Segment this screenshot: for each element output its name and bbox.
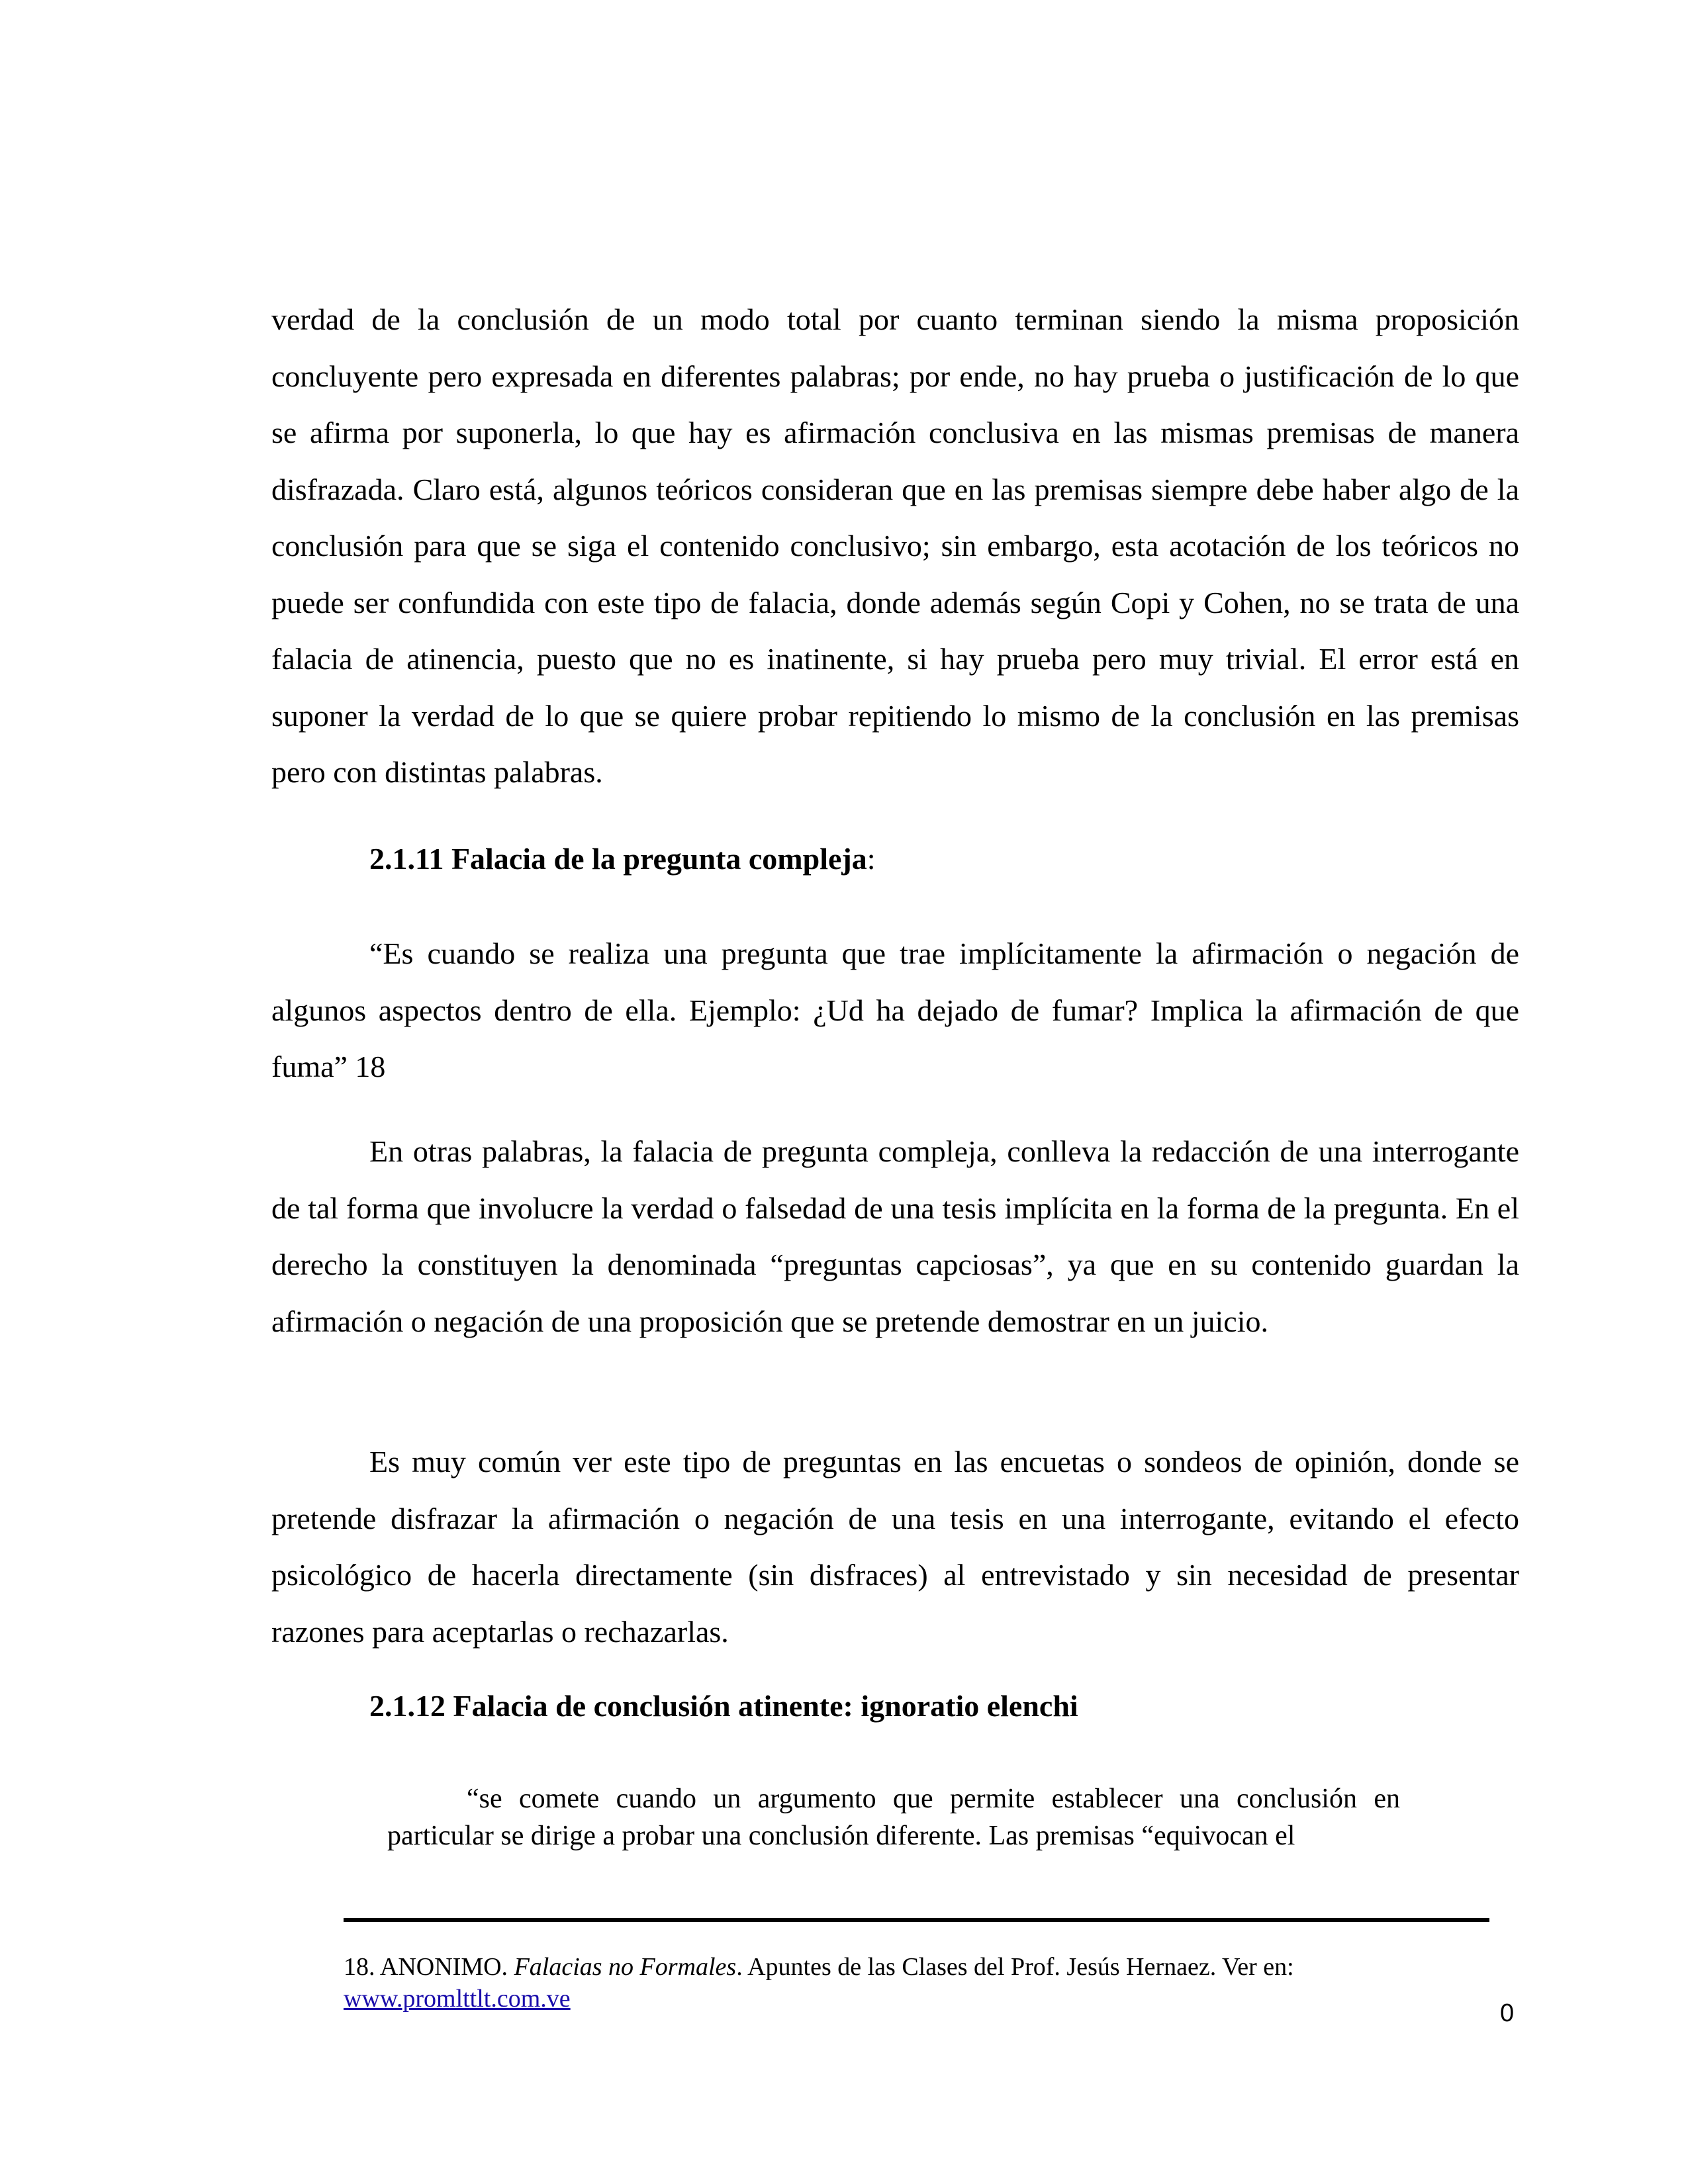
- section-heading-2-1-12: 2.1.12 Falacia de conclusión atinente: ignoratio elenchi: [369, 1689, 1078, 1723]
- footnote-link[interactable]: www.promlttlt.com.ve: [344, 1985, 571, 2013]
- footnote-separator: [344, 1918, 1489, 1922]
- section-heading-2-1-11-text: 2.1.11 Falacia de la pregunta compleja: [369, 842, 867, 876]
- footnote-18: [344, 1951, 1469, 2015]
- section-heading-2-1-11-colon: :: [867, 842, 876, 876]
- page-number: 0: [1500, 1999, 1515, 2027]
- paragraph-otras-palabras: En otras palabras, la falacia de pregunta compleja, conlleva la redacción de una interrogante de tal forma que involucre la verdad o falsedad de una tesis implícita en la forma de la pregunta. En el derecho la constituyen la denominada “preguntas capciosas”, ya que en su contenido guardan la afirmación o negación de una proposición que se pretende demostrar en un juicio.: [271, 1134, 1519, 1338]
- paragraph-muy-comun: Es muy común ver este tipo de preguntas en las encuetas o sondeos de opinión, donde se pretende disfrazar la afirmación o negación de una tesis en una interrogante, evitando el efecto psicológico de hacerla directamente (sin disfraces) al entrevistado y sin necesidad de presentar razones para aceptarlas o rechazarlas.: [271, 1445, 1519, 1649]
- footnote-details: . Apuntes de las Clases del Prof. Jesús Hernaez. Ver en:: [736, 1953, 1294, 1981]
- footnote-work-title: Falacias no Formales: [514, 1953, 737, 1981]
- footnote-author: ANONIMO.: [379, 1953, 508, 1981]
- paragraph-continuation: verdad de la conclusión de un modo total por cuanto terminan siendo la misma proposición concluyente pero expresada en diferentes palabras; por ende, no hay prueba o justificación de lo que se afirma por suponerla, lo que hay es afirmación conclusiva en las mismas premisas de manera disfrazada. Claro está, algunos teóricos consideran que en las premisas siempre debe haber algo de la conclusión para que se siga el contenido conclusivo; sin embargo, esta acotación de los teóricos no puede ser confundida con este tipo de falacia, donde además según Copi y Cohen, no se trata de una falacia de atinencia, puesto que no es inatinente, si hay prueba pero muy trivial. El error está en suponer la verdad de lo que se quiere probar repitiendo lo mismo de la conclusión en las premisas pero con distintas palabras.: [271, 302, 1519, 789]
- footnote-number: 18.: [344, 1953, 375, 1981]
- section-heading-2-1-11: [369, 839, 876, 879]
- paragraph-quote-definition: “Es cuando se realiza una pregunta que trae implícitamente la afirmación o negación de algunos aspectos dentro de ella. Ejemplo: ¿Ud ha dejado de fumar? Implica la afirmación de que fuma” 18: [271, 936, 1519, 1083]
- block-quote: “se comete cuando un argumento que permite establecer una conclusión en particular se dirige a probar una conclusión diferente. Las premisas “equivocan el: [387, 1784, 1400, 1851]
